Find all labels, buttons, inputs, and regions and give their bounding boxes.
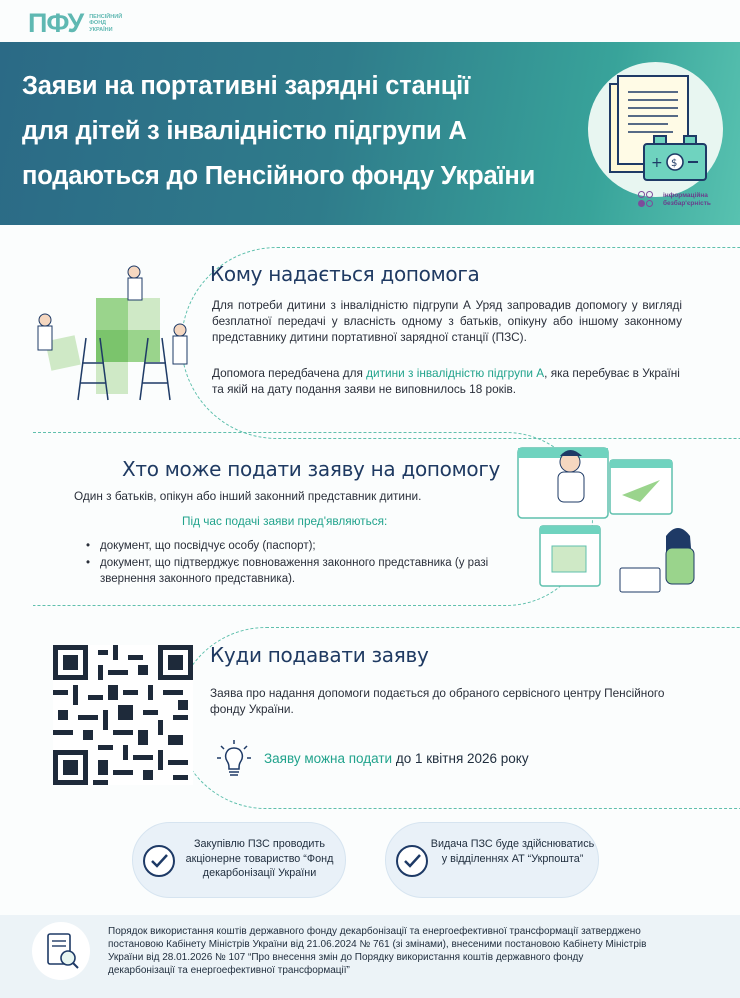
- hero-title-line-1: Заяви на портативні зарядні станції: [22, 72, 471, 100]
- logo-mark: ПФУ: [28, 8, 84, 38]
- required-documents-list: [86, 538, 516, 588]
- deadline-date: до 1 квітня 2026 року: [392, 751, 529, 766]
- document-battery-icon: [588, 62, 723, 212]
- section-who-highlight: дитини з інвалідністю підгрупи А: [366, 366, 545, 380]
- section-who-text-2-end: , яка перебуває в Україні та якій на дату подання заяви не виповнилось 18 років.: [212, 366, 680, 396]
- info-pill-text: Видача ПЗС буде здійснюватись у відділеннях АТ “Укрпошта”: [430, 838, 595, 865]
- info-pill-text: Закупівлю ПЗС проводить акціонерне товариство “Фонд декарбонізації України: [185, 838, 334, 879]
- checkmark-icon: [143, 845, 175, 877]
- hero-title: [22, 64, 582, 199]
- section-who-text-2: [212, 365, 682, 397]
- section-applicant-subtitle: Під час подачі заяви пред'являються:: [182, 514, 388, 528]
- list-item: • документ, що посвідчує особу (паспорт);: [86, 538, 516, 554]
- section-where-text: Заява про надання допомоги подається до обраного сервісного центру Пенсійного фонду України.: [210, 686, 665, 716]
- list-item: • документ, що підтверджує повноваження законного представника (у разі звернення законного представника).: [86, 555, 516, 587]
- hero-title-line-2: для дітей з інвалідністю підгрупи А: [22, 117, 467, 145]
- pfu-logo: [28, 8, 122, 39]
- logo-line-3: УКРАЇНИ: [89, 26, 113, 33]
- document-search-icon: [32, 922, 90, 980]
- section-who-text-2-start: Допомога передбачена для: [212, 366, 367, 380]
- section-where-title: Куди подавати заяву: [210, 643, 429, 667]
- lightbulb-icon: [216, 738, 252, 784]
- badge-line-1: інформаційна: [663, 192, 708, 199]
- logo-caption: [89, 14, 122, 34]
- deadline-note: [264, 751, 529, 766]
- section-applicant-title: Хто може подати заяву на допомогу: [122, 457, 501, 481]
- info-pill-procurement: [132, 822, 346, 898]
- accessibility-badge: [638, 191, 711, 209]
- online-application-illustration: [510, 440, 720, 600]
- badge-text: [663, 192, 711, 208]
- badge-dots-icon: [638, 191, 660, 209]
- section-who-text-1: Для потреби дитини з інвалідністю підгрупи А Уряд запровадив допомогу у вигляді безплатної передачі у власність одному з батьків, опікуну або іншому законному представнику дитини портативної зарядної станції (ПЗС).: [212, 298, 682, 344]
- logo-line-2: ФОНД: [89, 20, 107, 27]
- svg-text:$: $: [671, 158, 678, 169]
- hero-title-line-3: подаються до Пенсійного фонду України: [22, 162, 536, 190]
- deadline-note-lead: Заяву можна подати: [264, 751, 393, 766]
- puzzle-people-illustration: [28, 258, 198, 408]
- badge-line-2: безбар'єрність: [663, 200, 711, 207]
- hero-banner: [0, 42, 740, 225]
- section-who-title: Кому надається допомога: [210, 262, 480, 286]
- checkmark-icon: [396, 845, 428, 877]
- footer-legal-text: Порядок використання коштів державного фонду декарбонізації та енергоефективної трансформації затверджено постановою Кабінету Міністрів України від 21.06.2024 № 761 (зі змінами), внесеними постановою Кабінету Міністрів України від 28.01.2026 № 107 “Про внесення змін до Порядку використання коштів державного фонду декарбонізації та енергоефективної трансформації”: [108, 926, 647, 976]
- qr-code[interactable]: [53, 645, 193, 785]
- section-applicant-text: Один з батьків, опікун або інший законний представник дитини.: [74, 489, 422, 503]
- info-pill-delivery: [385, 822, 599, 898]
- svg-text:+: +: [651, 155, 663, 171]
- logo-line-1: ПЕНСІЙНИЙ: [89, 13, 123, 20]
- qr-code-graphic: [53, 645, 193, 785]
